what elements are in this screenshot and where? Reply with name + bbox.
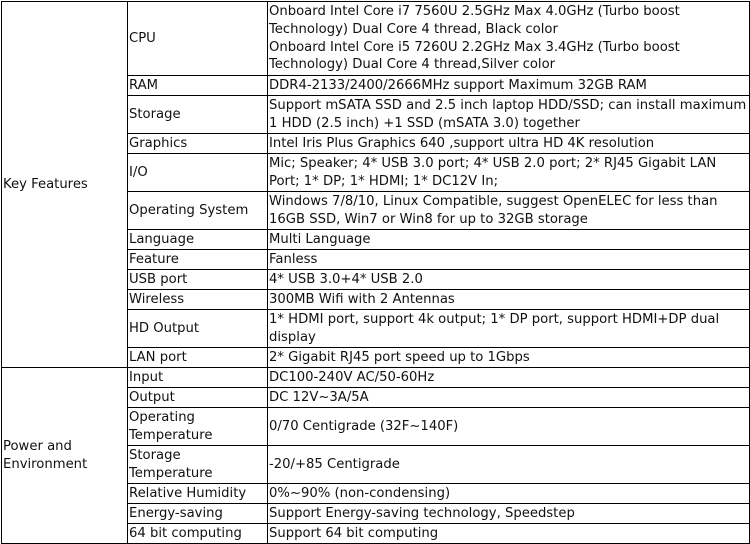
- spec-value: DC 12V~3A/5A: [268, 388, 750, 408]
- spec-row-cpu: [2, 2, 750, 76]
- spec-label: Output: [128, 388, 268, 408]
- spec-label: Language: [128, 230, 268, 250]
- spec-label: Graphics: [128, 134, 268, 154]
- spec-label: LAN port: [128, 348, 268, 368]
- spec-value: Support mSATA SSD and 2.5 inch laptop HDD/SSD; can install maximum 1 HDD (2.5 inch) +1 SSD (mSATA 3.0) together: [268, 96, 750, 134]
- spec-label: Energy-saving: [128, 504, 268, 524]
- spec-label: Operating System: [128, 192, 268, 230]
- spec-label: CPU: [128, 2, 268, 76]
- spec-label: Relative Humidity: [128, 484, 268, 504]
- spec-value: 300MB Wifi with 2 Antennas: [268, 290, 750, 310]
- group-title-power-environment: Power and Environment: [2, 368, 128, 544]
- spec-label: Storage Temperature: [128, 446, 268, 484]
- spec-value: 1* HDMI port, support 4k output; 1* DP port, support HDMI+DP dual display: [268, 310, 750, 348]
- spec-label: 64 bit computing: [128, 524, 268, 544]
- spec-label: Storage: [128, 96, 268, 134]
- spec-value: 0%~90% (non-condensing): [268, 484, 750, 504]
- spec-label: I/O: [128, 154, 268, 192]
- group-title-key-features: Key Features: [2, 2, 128, 368]
- spec-label: Input: [128, 368, 268, 388]
- spec-value: Onboard Intel Core i7 7560U 2.5GHz Max 4.0GHz (Turbo boost Technology) Dual Core 4 thread, Black color Onboard Intel Core i5 7260U 2.2GHz Max 3.4GHz (Turbo boost Technology) Dual Core 4 thread,Silver color: [268, 2, 750, 76]
- spec-value: Multi Language: [268, 230, 750, 250]
- spec-label: RAM: [128, 76, 268, 96]
- spec-label: USB port: [128, 270, 268, 290]
- spec-value: DDR4-2133/2400/2666MHz support Maximum 32GB RAM: [268, 76, 750, 96]
- spec-value: 4* USB 3.0+4* USB 2.0: [268, 270, 750, 290]
- spec-value: Support Energy-saving technology, Speedstep: [268, 504, 750, 524]
- spec-label: Operating Temperature: [128, 408, 268, 446]
- spec-table: [1, 1, 750, 544]
- spec-label: HD Output: [128, 310, 268, 348]
- spec-value: -20/+85 Centigrade: [268, 446, 750, 484]
- spec-value: Support 64 bit computing: [268, 524, 750, 544]
- spec-row-input: [2, 368, 750, 388]
- spec-value: Intel Iris Plus Graphics 640 ,support ultra HD 4K resolution: [268, 134, 750, 154]
- spec-label: Feature: [128, 250, 268, 270]
- spec-value: Fanless: [268, 250, 750, 270]
- spec-value: Mic; Speaker; 4* USB 3.0 port; 4* USB 2.0 port; 2* RJ45 Gigabit LAN Port; 1* DP; 1* HDMI; 1* DC12V In;: [268, 154, 750, 192]
- spec-value: 0/70 Centigrade (32F~140F): [268, 408, 750, 446]
- spec-value: Windows 7/8/10, Linux Compatible, suggest OpenELEC for less than 16GB SSD, Win7 or Win8 for up to 32GB storage: [268, 192, 750, 230]
- spec-label: Wireless: [128, 290, 268, 310]
- spec-value: 2* Gigabit RJ45 port speed up to 1Gbps: [268, 348, 750, 368]
- spec-value: DC100-240V AC/50-60Hz: [268, 368, 750, 388]
